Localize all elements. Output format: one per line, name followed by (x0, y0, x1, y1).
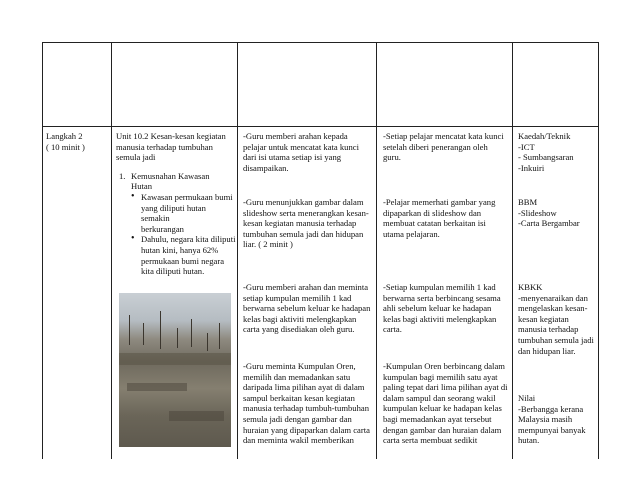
murid-line: -Setiap kumpulan memilih 1 kad (383, 282, 496, 292)
murid-line: carta serta membuat sedikit (383, 435, 478, 446)
guru-line: daripada lima pilihan ayat di dalam (243, 382, 365, 393)
guru-line: manusia terhadap tumbuh-tumbuhan (243, 403, 370, 414)
langkah-label: Langkah 2 (46, 131, 83, 141)
murid-line: kumpulan bagi memilih satu ayat (383, 371, 498, 382)
murid-line: dalam sampul dan seorang wakil (383, 392, 496, 403)
guru-line: huraian yang dipaparkan dalam carta (243, 424, 370, 435)
isi-cell (116, 131, 236, 277)
guru-line: -Guru memberi arahan dan meminta (243, 282, 369, 292)
guru-line: -Guru memberi arahan kepada (243, 131, 348, 141)
bullet-line: yang diliputi hutan semakin (141, 202, 206, 224)
catatan-line: tumbuhan semula jadi (518, 334, 594, 345)
guru-line: disampaikan. (243, 162, 289, 173)
murid-line: guru. (383, 152, 401, 163)
catatan-line: -Inkuiri (518, 162, 545, 173)
guru-line: tumbuhan semula jadi dan hidupan (243, 228, 364, 239)
guru-line: -Guru menunjukkan gambar dalam (243, 197, 364, 207)
murid-line: bagi memadankan ayat tersebut (383, 413, 492, 424)
bullet-line: • Kawasan permukaan bumi (141, 191, 233, 202)
murid-line: carta. (383, 324, 402, 335)
guru-activity-3 (243, 282, 375, 335)
guru-line: kelas bagi aktiviti melengkapkan (243, 313, 357, 324)
murid-line: membuat catatan berkaitan isi (383, 218, 486, 229)
murid-activity-4 (383, 361, 511, 446)
murid-line: -Pelajar memerhati gambar yang (383, 197, 496, 207)
bullet-line: • Dahulu, negara kita diliputi (141, 234, 236, 245)
catatan-kbkk (518, 282, 598, 356)
guru-line: -Guru meminta Kumpulan Oren, (243, 361, 356, 371)
guru-line: sampul berkaitan kesan kegiatan (243, 392, 355, 403)
deforestation-photo (119, 293, 231, 447)
catatan-line: -Berbangga kerana (518, 403, 584, 414)
murid-activity-3 (383, 282, 511, 335)
col-border-3 (237, 42, 238, 459)
guru-line: memilih dan memadankan satu (243, 371, 351, 382)
murid-line: setelah diberi penerangan oleh (383, 141, 488, 152)
murid-line: ahli sebelum keluar ke hadapan (383, 303, 492, 314)
bullet-line: hutan kini, hanya 62% (141, 244, 219, 255)
guru-activity-1 (243, 131, 375, 173)
guru-line: berwarna sebelum keluar ke hadapan (243, 303, 371, 314)
bullet-item (127, 234, 236, 276)
murid-line: -Kumpulan Oren berbincang dalam (383, 361, 505, 371)
murid-line: dipaparkan di slideshow dan (383, 207, 482, 218)
murid-line: paling tepat dari lima pilihan ayat di (383, 382, 508, 393)
murid-line: kelas bagi aktiviti melengkapkan (383, 313, 497, 324)
catatan-line: manusia terhadap (518, 324, 579, 335)
catatan-line: hutan. (518, 435, 540, 446)
row-divider (42, 126, 599, 127)
guru-line: setiap kumpulan memilih 1 kad (243, 292, 352, 303)
catatan-line: BBM (518, 197, 538, 207)
catatan-nilai (518, 393, 598, 446)
unit-title-line: Unit 10.2 Kesan-kesan kegiatan (116, 131, 226, 141)
bullet-list (127, 192, 236, 277)
numbered-item-line: Hutan (131, 181, 153, 192)
catatan-line: -Carta Bergambar (518, 218, 580, 229)
langkah-time: ( 10 minit ) (46, 141, 85, 152)
catatan-line: -ICT (518, 141, 535, 152)
catatan-bbm (518, 197, 598, 229)
bullet-line: berkurangan (141, 223, 184, 234)
bullet-item (127, 192, 236, 234)
guru-line: dan meminta wakil memberikan (243, 435, 354, 446)
catatan-line: Nilai (518, 393, 536, 403)
col-border-1 (42, 42, 43, 459)
guru-activity-4 (243, 361, 375, 446)
langkah-cell (46, 131, 108, 152)
catatan-line: kesan kegiatan (518, 313, 569, 324)
murid-activity-2 (383, 197, 511, 239)
catatan-kaedah (518, 131, 598, 173)
guru-line: dari isi utama setiap isi yang (243, 152, 342, 163)
catatan-line: Malaysia masih (518, 414, 573, 425)
murid-line: berwarna serta berbincang sesama (383, 292, 501, 303)
guru-line: carta yang disediakan oleh guru. (243, 324, 355, 335)
catatan-line: mengelaskan kesan- (518, 303, 588, 314)
col-border-4 (376, 42, 377, 459)
guru-line: liar. ( 2 minit ) (243, 239, 293, 250)
bullet-line: kita diliputi hutan. (141, 266, 205, 277)
col-border-6 (598, 42, 599, 459)
numbered-item-line: Kemusnahan Kawasan (131, 170, 210, 181)
catatan-line: -menyenaraikan dan (518, 292, 588, 303)
table-top-border (42, 42, 599, 43)
col-border-2 (111, 42, 112, 459)
catatan-line: mempunyai banyak (518, 424, 586, 435)
guru-line: kesan kegiatan manusia terhadap (243, 218, 357, 229)
unit-title-line: manusia terhadap tumbuhan (116, 141, 213, 152)
murid-line: utama pelajaran. (383, 228, 440, 239)
guru-line: semula jadi dengan gambar dan (243, 413, 352, 424)
guru-line: slideshow serta menerangkan kesan- (243, 207, 369, 218)
numbered-item (116, 171, 236, 192)
catatan-line: dan hidupan liar. (518, 345, 576, 356)
murid-line: dengan gambar dan huraian dalam (383, 424, 502, 435)
guru-activity-2 (243, 197, 375, 250)
murid-activity-1 (383, 131, 511, 163)
murid-line: -Setiap pelajar mencatat kata kunci (383, 131, 504, 141)
guru-line: pelajar untuk mencatat kata kunci (243, 141, 359, 152)
col-border-5 (512, 42, 513, 459)
catatan-line: Kaedah/Teknik (518, 131, 571, 141)
murid-line: kumpulan keluar ke hadapan kelas (383, 403, 502, 414)
bullet-line: permukaan bumi negara (141, 255, 225, 266)
unit-title-line: semula jadi (116, 152, 156, 163)
catatan-line: - Sumbangsaran (518, 152, 574, 163)
item-number: 1. (119, 170, 126, 181)
catatan-line: -Slideshow (518, 207, 557, 218)
catatan-line: KBKK (518, 282, 543, 292)
